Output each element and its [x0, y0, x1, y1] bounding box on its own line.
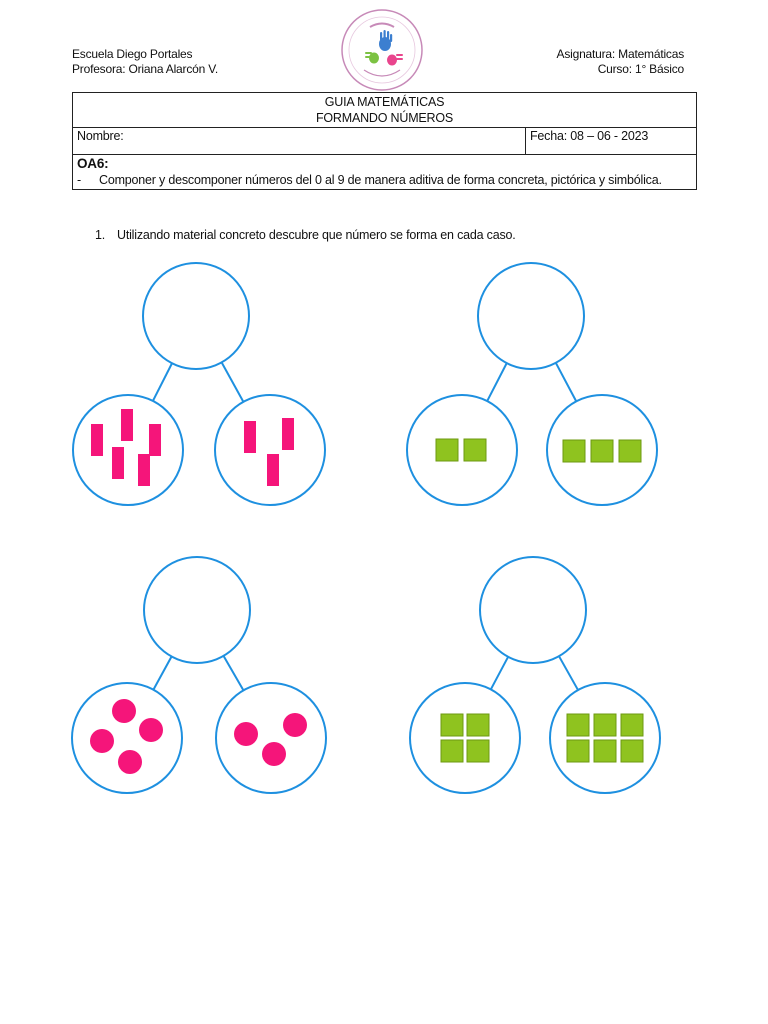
bond-1-right-part-circle: [215, 395, 325, 505]
bond-4-answer-circle[interactable]: [480, 557, 586, 663]
bond-3-left-circle-item: [139, 718, 163, 742]
bond-4-left-part-circle: [410, 683, 520, 793]
bond-2-right-square-item: [591, 440, 613, 462]
bond-4-right-part-circle: [550, 683, 660, 793]
bond-2-answer-circle[interactable]: [478, 263, 584, 369]
instruction-text: Utilizando material concreto descubre que número se forma en cada caso.: [117, 228, 516, 242]
bond-3-left-circle-item: [118, 750, 142, 774]
bond-3-left-circle-item: [90, 729, 114, 753]
bond-4-right-square-item: [567, 740, 589, 762]
bond-3-answer-circle[interactable]: [144, 557, 250, 663]
bond-4-right-square-item: [621, 740, 643, 762]
bond-4-left-square-item: [467, 714, 489, 736]
date-label: Fecha: 08 – 06 - 2023: [530, 129, 649, 143]
bond-2-connector-left: [487, 363, 507, 401]
bond-3-connector-left: [153, 657, 171, 690]
objective-description: Componer y descomponer números del 0 al 9 de manera aditiva de forma concreta, pictórica y simbólica.: [99, 173, 662, 187]
bond-4-left-square-item: [467, 740, 489, 762]
bond-2-left-square-item: [464, 439, 486, 461]
bond-4-connector-right: [559, 656, 578, 690]
guide-title-line1: GUIA MATEMÁTICAS: [324, 95, 445, 109]
bond-2-right-square-item: [563, 440, 585, 462]
bond-1-left-rectangle-item: [121, 409, 133, 441]
bond-1-right-rectangle-item: [244, 421, 256, 453]
bond-3-connector-right: [224, 656, 244, 691]
bond-1-left-rectangle-item: [112, 447, 124, 479]
subject-label: Asignatura: Matemáticas: [556, 47, 684, 61]
bond-1-answer-circle[interactable]: [143, 263, 249, 369]
bond-3-right-circle-item: [234, 722, 258, 746]
name-label: Nombre:: [77, 129, 124, 143]
bond-2-right-square-item: [619, 440, 641, 462]
teacher-name: Profesora: Oriana Alarcón V.: [72, 62, 219, 76]
bond-1-right-rectangle-item: [267, 454, 279, 486]
bond-4-connector-left: [491, 657, 508, 690]
bond-1-connector-right: [222, 362, 244, 401]
guide-title-line2: FORMANDO NÚMEROS: [315, 111, 454, 125]
bond-1-connector-left: [153, 363, 172, 401]
bond-3-right-circle-item: [262, 742, 286, 766]
bond-4-left-square-item: [441, 714, 463, 736]
bond-1-left-rectangle-item: [149, 424, 161, 456]
bond-2-left-part-circle: [407, 395, 517, 505]
bond-4-right-square-item: [594, 740, 616, 762]
bond-1-left-rectangle-item: [138, 454, 150, 486]
bond-4-right-square-item: [567, 714, 589, 736]
instruction-number: 1.: [95, 228, 106, 242]
course-label: Curso: 1° Básico: [597, 62, 684, 76]
bond-2-connector-right: [556, 363, 576, 402]
bond-3-left-circle-item: [112, 699, 136, 723]
bond-1-left-rectangle-item: [91, 424, 103, 456]
bond-4-right-square-item: [621, 714, 643, 736]
objective-code: OA6:: [77, 156, 109, 171]
bond-4-right-square-item: [594, 714, 616, 736]
school-name: Escuela Diego Portales: [72, 47, 193, 61]
bond-1-right-rectangle-item: [282, 418, 294, 450]
bond-2-left-square-item: [436, 439, 458, 461]
bond-3-right-circle-item: [283, 713, 307, 737]
objective-bullet: -: [77, 173, 81, 187]
bond-4-left-square-item: [441, 740, 463, 762]
bond-3-right-part-circle: [216, 683, 326, 793]
